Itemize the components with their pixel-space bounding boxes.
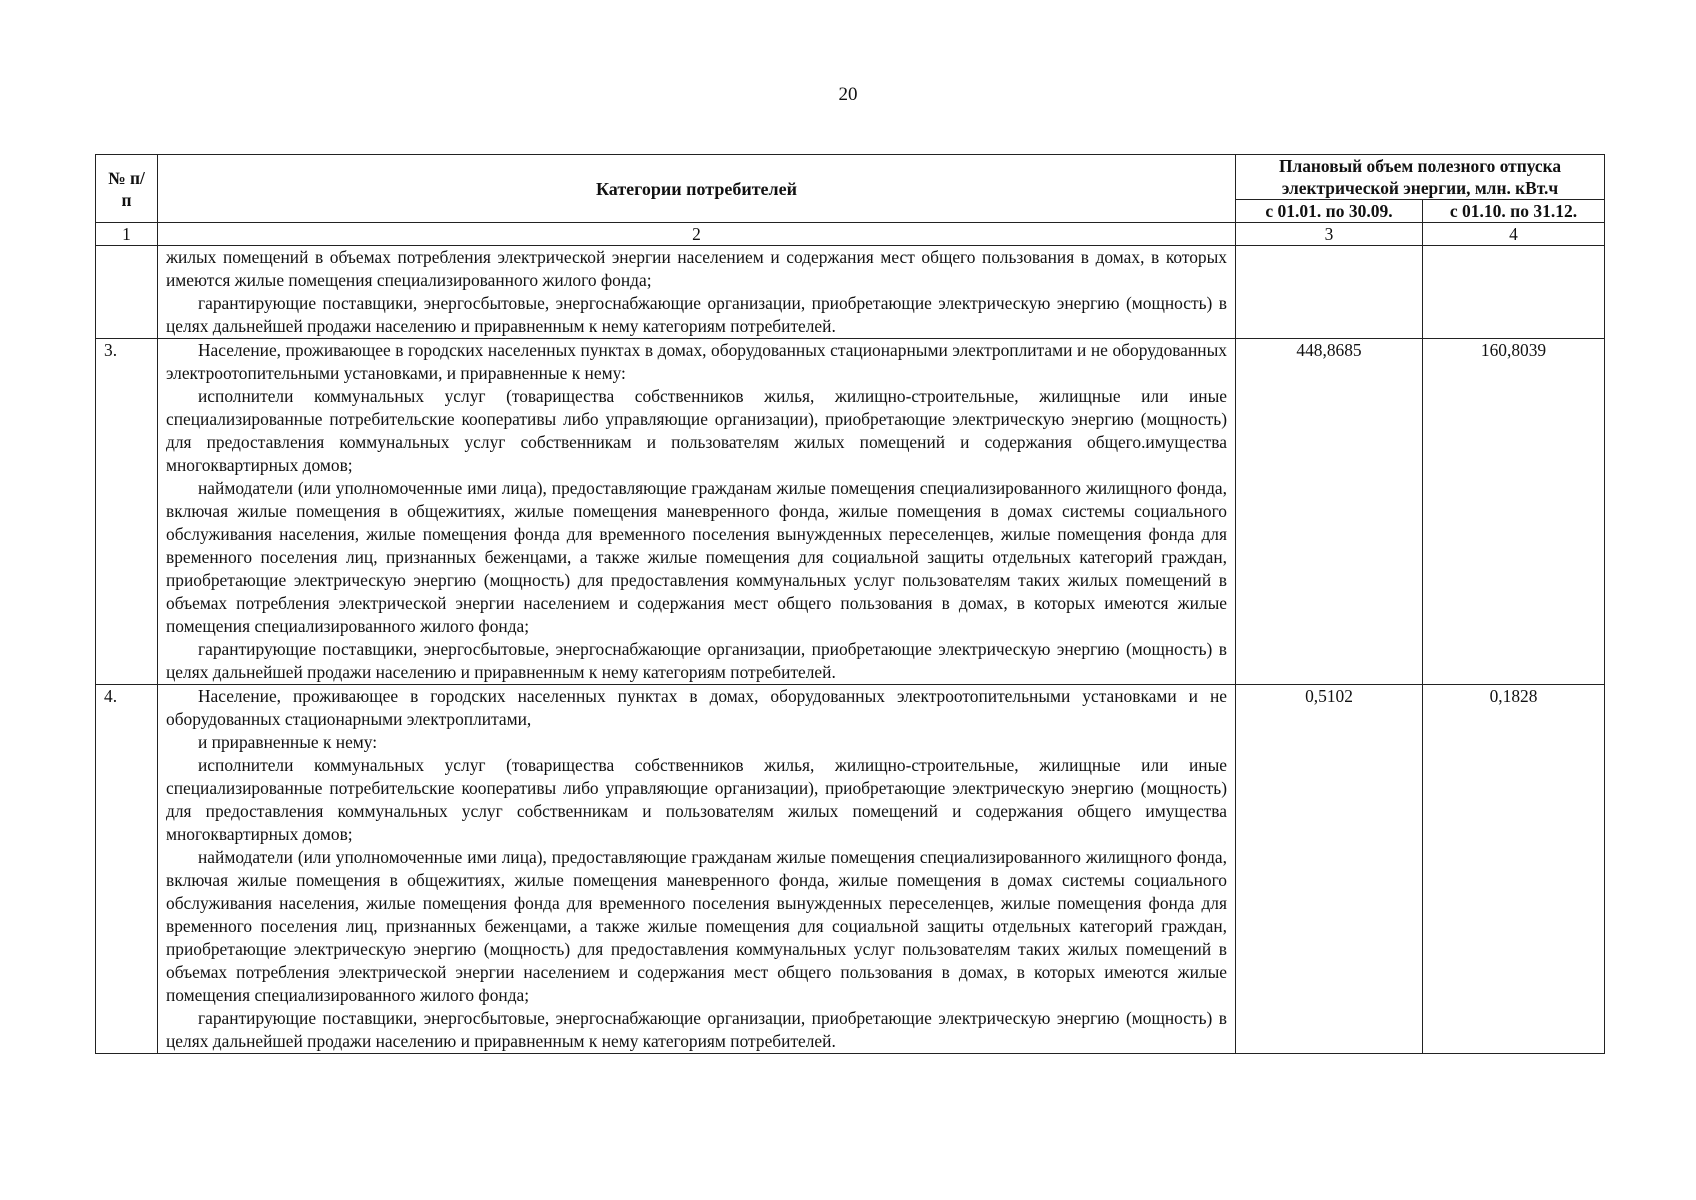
category-paragraph: гарантирующие поставщики, энергосбытовые, энергоснабжающие организации, приобретающие электрическую энергию (мощность) в целях дальнейшей продажи населению и приравненным к нему категориям потребителей. [166, 293, 1227, 336]
planned-volume-period-2: 160,8039 [1423, 339, 1605, 685]
column-index-row [96, 223, 1605, 246]
table-header-row [96, 155, 1605, 200]
consumer-category-description [158, 339, 1236, 685]
category-paragraph: исполнители коммунальных услуг (товарищества собственников жилья, жилищно-строительные, жилищные или иные специализированные потребительские кооперативы либо управляющие организации), приобретающие электрическую энергию (мощность) для предоставления коммунальных услуг собственникам и пользователям жилых помещений и содержания общего.имущества многоквартирных домов; [166, 386, 1227, 475]
row-number [96, 246, 158, 339]
category-paragraph: и приравненные к нему: [198, 732, 378, 752]
header-planned-volume: Плановый объем полезного отпуска электрической энергии, млн. кВт.ч [1236, 155, 1605, 200]
column-index: 4 [1423, 223, 1605, 246]
column-index: 3 [1236, 223, 1423, 246]
header-consumer-category: Категории потребителей [158, 155, 1236, 223]
consumer-category-description [158, 246, 1236, 339]
table-row [96, 685, 1605, 1054]
planned-volume-period-2: 0,1828 [1423, 685, 1605, 1054]
planned-volume-period-1: 0,5102 [1236, 685, 1423, 1054]
column-index: 2 [158, 223, 1236, 246]
category-paragraph: Население, проживающее в городских населенных пунктах в домах, оборудованных электроотопительными установками и не оборудованных стационарными электроплитами, [166, 686, 1227, 729]
planned-volume-period-1 [1236, 246, 1423, 339]
category-paragraph: гарантирующие поставщики, энергосбытовые, энергоснабжающие организации, приобретающие электрическую энергию (мощность) в целях дальнейшей продажи населению и приравненным к нему категориям потребителей. [166, 1008, 1227, 1051]
category-paragraph: гарантирующие поставщики, энергосбытовые, энергоснабжающие организации, приобретающие электрическую энергию (мощность) в целях дальнейшей продажи населению и приравненным к нему категориям потребителей. [166, 639, 1227, 682]
table-row-continuation [96, 246, 1605, 339]
category-paragraph: Население, проживающее в городских населенных пунктах в домах, оборудованных стационарными электроплитами и не оборудованных электроотопительными установками, и приравненные к нему: [166, 340, 1227, 383]
row-number: 4. [96, 685, 158, 1054]
category-paragraph: жилых помещений в объемах потребления электрической энергии населением и содержания мест общего пользования в домах, в которых имеются жилые помещения специализированного жилого фонда; [166, 247, 1227, 290]
column-index: 1 [96, 223, 158, 246]
header-row-number: № п/п [96, 155, 158, 223]
category-paragraph: наймодатели (или уполномоченные ими лица), предоставляющие гражданам жилые помещения специализированного жилищного фонда, включая жилые помещения в общежитиях, жилые помещения маневренного фонда, жилые помещения в домах системы социального обслуживания населения, жилые помещения фонда для временного поселения вынужденных переселенцев, жилые помещения фонда для временного поселения лиц, признанных беженцами, а также жилые помещения для социальной защиты отдельных категорий граждан, приобретающие электрическую энергию (мощность) для предоставления коммунальных услуг пользователям таких жилых помещений в объемах потребления электрической энергии населением и содержания мест общего пользования в домах, в которых имеются жилые помещения специализированного жилого фонда; [166, 478, 1227, 636]
planned-volume-period-2 [1423, 246, 1605, 339]
category-paragraph: наймодатели (или уполномоченные ими лица), предоставляющие гражданам жилые помещения специализированного жилищного фонда, включая жилые помещения в общежитиях, жилые помещения маневренного фонда, жилые помещения в домах системы социального обслуживания населения, жилые помещения фонда для временного поселения вынужденных переселенцев, жилые помещения фонда для временного поселения лиц, признанных беженцами, а также жилые помещения для социальной защиты отдельных категорий граждан, приобретающие электрическую энергию (мощность) для предоставления коммунальных услуг пользователям таких жилых помещений в объемах потребления электрической энергии населением и содержания мест общего пользования в домах, в которых имеются жилые помещения специализированного жилого фонда; [166, 847, 1227, 1005]
table-row [96, 339, 1605, 685]
category-paragraph: исполнители коммунальных услуг (товарищества собственников жилья, жилищно-строительные, жилищные или иные специализированные потребительские кооперативы либо управляющие организации), приобретающие электрическую энергию (мощность) для предоставления коммунальных услуг собственникам и пользователям жилых помещений и содержания общего имущества многоквартирных домов; [166, 755, 1227, 844]
header-period-2: с 01.10. по 31.12. [1423, 200, 1605, 223]
row-number: 3. [96, 339, 158, 685]
consumer-category-description [158, 685, 1236, 1054]
header-period-1: с 01.01. по 30.09. [1236, 200, 1423, 223]
consumption-volume-table [95, 154, 1605, 1054]
planned-volume-period-1: 448,8685 [1236, 339, 1423, 685]
page-number: 20 [838, 84, 858, 105]
